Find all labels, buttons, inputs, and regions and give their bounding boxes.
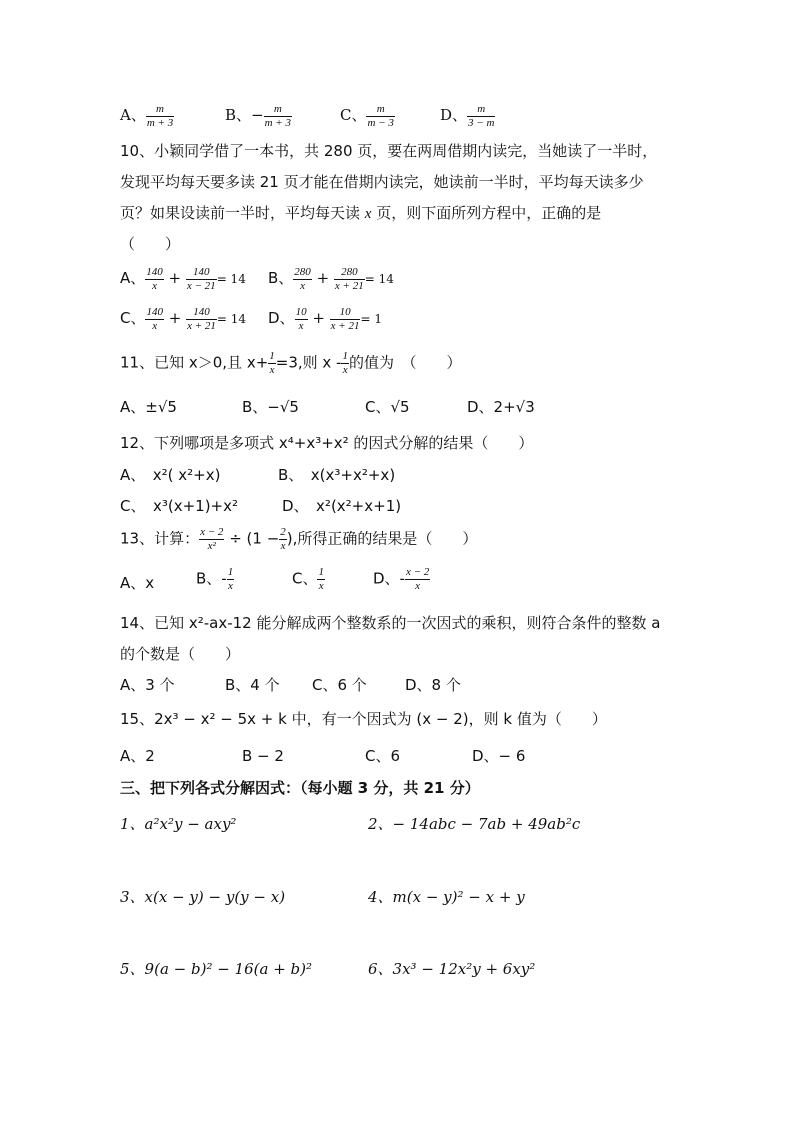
denominator: x [415,579,421,592]
q11-options-row [120,398,620,418]
rhs: = 14 [216,312,247,327]
numerator: m [146,103,174,117]
denominator: x [228,579,233,592]
q14-options-row [120,676,540,696]
q9-option-c [340,103,395,129]
text-segment: 页？如果设读前一半时，平均每天读 [120,204,361,222]
q9-options-row [120,103,640,135]
denominator: x [298,319,304,332]
q9-option-b [225,103,292,129]
fraction [279,526,287,552]
q10-line3 [120,204,601,223]
numerator: 10 [295,306,307,318]
fraction [145,306,164,332]
option-label: D、 [440,106,468,125]
q14-option-b: B、4 个 [225,676,280,694]
denominator: x [280,539,286,552]
q15-option-b: B − 2 [242,747,284,765]
fraction [227,566,235,592]
fraction [341,350,349,376]
fraction [330,306,361,332]
numerator: 280 [334,266,365,280]
q10-option-b: B、 $\frac{280}{x}$ + $\frac{280}{x + 21}$ = 14 [268,266,394,292]
option-label: D、- [373,569,405,588]
fraction [186,306,217,332]
option-label: D、 [268,309,295,328]
numerator: 140 [146,306,163,318]
rhs: = 1 [360,312,382,327]
denominator: x² [207,539,216,552]
fraction [405,566,430,592]
factor-item-2: 2、− 14abc − 7ab + 49ab²c [368,815,581,833]
denominator: x [300,279,305,292]
fraction [264,103,292,129]
fraction [334,266,365,292]
numerator: x − 2 [405,566,430,578]
q15-stem: 15、2x³ − x² − 5x + k 中，有一个因式为 (x − 2)，则 k 值为（ ） [120,710,607,728]
q12-option-c: C、 x³(x+1)+x² [120,497,239,515]
numerator: 140 [186,306,217,320]
fraction [295,306,308,332]
q12-stem: 12、下列哪项是多项式 x⁴+x³+x² 的因式分解的结果（ ） [120,434,534,452]
fraction [199,526,224,552]
denominator: m − 3 [367,116,394,129]
fraction [268,350,276,376]
q13-option-b [196,566,234,592]
q13-option-d [373,566,430,592]
fraction [317,566,325,592]
q12-options-row2 [120,497,520,517]
option-label: C、 [292,569,318,588]
q14-option-c: C、6 个 [312,676,367,694]
fraction [293,266,312,292]
q14-line2: 的个数是（ ） [120,645,241,663]
numerator: 140 [146,266,163,278]
factor-item-1: 1、a²x²y − axy² [120,815,237,833]
question-number: 13、计算： [120,529,200,548]
q10-answer-paren: （ ） [120,235,181,253]
factor-item-5: 5、9(a − b)² − 16(a + b)² [120,960,313,978]
numerator: 1 [269,350,275,362]
q14-line1: 14、已知 x²-ax-12 能分解成两个整数系的一次因式的乘积，则符合条件的整数 a [120,614,661,632]
factor-item-4: 4、m(x − y)² − x + y [368,888,525,906]
numerator: m [264,103,292,117]
q12-option-d: D、 x²(x²+x+1) [282,497,402,515]
option-label: C、 [340,106,367,125]
option-label: B、 [225,106,252,125]
question-tail: ),所得正确的结果是（ ） [286,529,478,548]
q10-line2: 发现平均每天要多读 21 页才能在借期内读完，她读前一半时，平均每天读多少 [120,173,644,191]
denominator: x [152,319,158,332]
q11-stem [120,350,462,376]
question-number: 11、已知 [120,353,189,372]
q12-options-row1 [120,466,520,486]
q11-option-a: A、±√5 [120,398,177,416]
q11-option-b: B、−√5 [242,398,299,416]
q13-option-a: A、x [120,574,155,592]
numerator: m [467,103,495,117]
section3-title: 三、把下列各式分解因式：（每小题 3 分，共 21 分） [120,779,480,797]
q13-stem [120,526,477,552]
fraction [186,266,217,292]
numerator: 2 [280,526,286,538]
q14-option-a: A、3 个 [120,676,175,694]
fraction [467,103,495,129]
numerator: 1 [227,566,234,578]
q11-option-d: D、2+√3 [467,398,535,416]
q13-options-row [120,566,540,600]
q10-line1: 10、小颖同学借了一本书，共 280 页，要在两周借期内读完，当她读了一半时， [120,142,658,160]
q9-option-d [440,103,495,129]
condition-text: =3,则 x - [275,353,342,372]
rhs: = 14 [216,272,246,287]
q14-option-d: D、8 个 [405,676,461,694]
q10-option-a: A、 $\frac{140}{x}$ + $\frac{140}{x - 21}$ = 14 [120,266,246,292]
denominator: x + 21 [187,319,216,332]
q11-option-c: C、√5 [365,398,410,416]
numerator: 1 [342,350,348,362]
option-label: B、- [196,569,227,588]
fraction [145,266,164,292]
numerator: 280 [294,266,311,278]
option-label: A、 [120,106,146,125]
rhs: = 14 [364,272,394,287]
variable: x [364,206,372,222]
q12-option-b: B、 x(x³+x²+x) [278,466,396,484]
numerator: x − 2 [200,526,224,538]
q10-options-row1 [120,266,520,300]
minus-sign: − [251,106,264,125]
numerator: 10 [330,306,361,320]
numerator: m [366,103,394,117]
q13-option-c [292,566,325,592]
factor-item-3: 3、x(x − y) − y(y − x) [120,888,286,906]
numerator: 140 [186,266,217,280]
q9-option-a [120,103,174,129]
denominator: 3 − m [468,116,495,129]
option-label: B、 [268,269,294,288]
q15-options-row [120,747,540,767]
q10-options-row2 [120,306,520,340]
denominator: x [152,279,157,292]
numerator: 1 [318,566,324,578]
q15-option-d: D、− 6 [472,747,526,765]
condition-text: x＞0,且 x+ [188,353,269,372]
denominator: x − 21 [186,279,216,292]
q12-option-a: A、 x²( x²+x) [120,466,221,484]
denominator: m + 3 [146,116,174,129]
denominator: x + 21 [334,279,364,292]
fraction [366,103,394,129]
operator-text: ÷ (1 − [229,529,280,548]
factor-item-6: 6、3x³ − 12x²y + 6xy² [368,960,536,978]
denominator: x + 21 [330,319,360,332]
q15-option-a: A、2 [120,747,155,765]
text-segment: 页，则下面所列方程中，正确的是 [376,204,602,222]
option-label: C、 [120,309,146,328]
option-label: A、 [120,269,146,288]
q15-option-c: C、6 [365,747,401,765]
denominator: m + 3 [264,116,291,129]
q10-option-c: C、 $\frac{140}{x}$ + $\frac{140}{x + 21}$ = 14 [120,306,247,332]
denominator: x [342,363,348,376]
denominator: x [318,579,324,592]
q10-option-d: D、 $\frac{10}{x}$ + $\frac{10}{x + 21}$ = 1 [268,306,382,332]
question-tail: 的值为 （ ） [348,353,462,372]
denominator: x [269,363,275,376]
fraction [146,103,174,129]
